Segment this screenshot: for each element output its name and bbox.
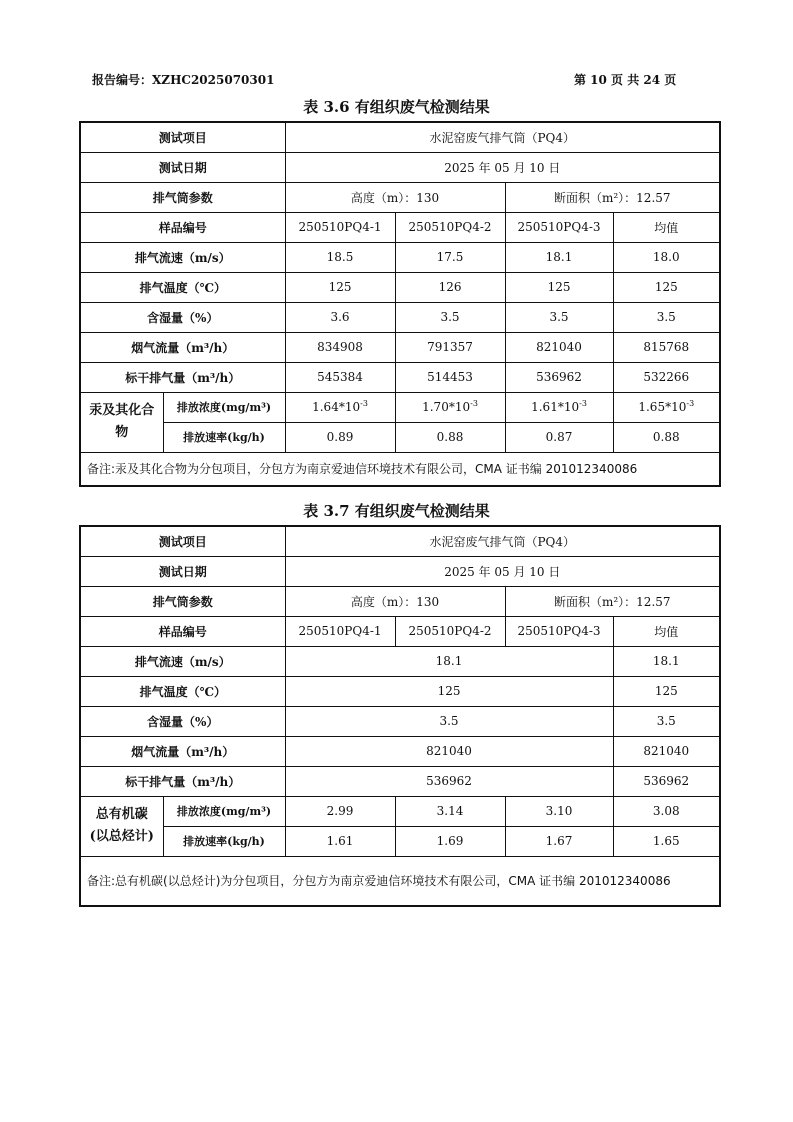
cell: 3.5 (613, 302, 720, 332)
cell: 3.08 (613, 796, 720, 826)
merged-cell: 3.5 (285, 706, 613, 736)
cell: 0.88 (395, 422, 505, 452)
row-label: 排气温度（℃） (80, 272, 285, 302)
sample-id: 250510PQ4-3 (505, 212, 613, 242)
table-row (80, 362, 720, 392)
concentration-label: 排放浓度(mg/m³) (163, 796, 285, 826)
cell: 3.14 (395, 796, 505, 826)
merged-cell: 536962 (285, 766, 613, 796)
table-3-7-title: 表 3.7 有组织废气检测结果 (303, 502, 490, 520)
cell: 545384 (285, 362, 395, 392)
cell: 1.65 (613, 826, 720, 856)
cell: 18.5 (285, 242, 395, 272)
sample-id: 250510PQ4-3 (505, 616, 613, 646)
project-label: 测试项目 (80, 526, 285, 556)
table-row (80, 736, 720, 766)
project-value: 水泥窑废气排气筒（PQ4） (285, 526, 720, 556)
table-row (80, 766, 720, 796)
row-label: 排气流速（m/s） (80, 242, 285, 272)
table-row (80, 422, 720, 452)
cell: $1.65*10^{-3}$ (613, 392, 720, 422)
cell: 2.99 (285, 796, 395, 826)
stack-area: 断面积（m²）：12.57 (505, 586, 720, 616)
table-row (80, 796, 720, 826)
cell: $1.64*10^{-3}$ (285, 392, 395, 422)
cell: 1.69 (395, 826, 505, 856)
table-row (80, 392, 720, 422)
cell: 125 (285, 272, 395, 302)
cell: 3.5 (613, 706, 720, 736)
cell: 18.1 (613, 646, 720, 676)
table-row (80, 826, 720, 856)
row-label: 标干排气量（m³/h） (80, 766, 285, 796)
sample-mean-header: 均值 (613, 212, 720, 242)
cell: 3.6 (285, 302, 395, 332)
cell: 17.5 (395, 242, 505, 272)
date-label: 测试日期 (80, 556, 285, 586)
merged-cell: 125 (285, 676, 613, 706)
cell: 0.89 (285, 422, 395, 452)
cell: 125 (613, 272, 720, 302)
table-row (80, 242, 720, 272)
sample-mean-header: 均值 (613, 616, 720, 646)
row-label: 含湿量（%） (80, 706, 285, 736)
rate-label: 排放速率(kg/h) (163, 422, 285, 452)
merged-cell: 821040 (285, 736, 613, 766)
sample-label: 样品编号 (80, 616, 285, 646)
page-number: 第 10 页 共 24 页 (574, 73, 677, 87)
cell: 791357 (395, 332, 505, 362)
project-label: 测试项目 (80, 122, 285, 152)
row-label: 排气流速（m/s） (80, 646, 285, 676)
concentration-label: 排放浓度(mg/m³) (163, 392, 285, 422)
sample-id: 250510PQ4-1 (285, 616, 395, 646)
row-label: 标干排气量（m³/h） (80, 362, 285, 392)
cell: 821040 (613, 736, 720, 766)
sample-label: 样品编号 (80, 212, 285, 242)
table-row (80, 332, 720, 362)
report-number: 报告编号：XZHC2025070301 (92, 73, 275, 87)
row-label: 含湿量（%） (80, 302, 285, 332)
sample-id: 250510PQ4-2 (395, 212, 505, 242)
table-row (80, 676, 720, 706)
pollutant-label: 总有机碳 (以总烃计) (80, 796, 163, 856)
table-3-6-title: 表 3.6 有组织废气检测结果 (303, 98, 490, 116)
cell: 18.1 (505, 242, 613, 272)
cell: 3.5 (395, 302, 505, 332)
sample-id: 250510PQ4-1 (285, 212, 395, 242)
row-label: 排气温度（℃） (80, 676, 285, 706)
rate-label: 排放速率(kg/h) (163, 826, 285, 856)
cell: 815768 (613, 332, 720, 362)
date-label: 测试日期 (80, 152, 285, 182)
cell: 125 (613, 676, 720, 706)
table-row (80, 302, 720, 332)
cell: 0.87 (505, 422, 613, 452)
cell: 0.88 (613, 422, 720, 452)
table-3-6 (79, 121, 721, 487)
cell: $1.61*10^{-3}$ (505, 392, 613, 422)
table-row (80, 706, 720, 736)
cell: 821040 (505, 332, 613, 362)
pollutant-label: 汞及其化合物 (80, 392, 163, 452)
row-label: 烟气流量（m³/h） (80, 332, 285, 362)
table-3-7 (79, 525, 721, 907)
cell: 125 (505, 272, 613, 302)
table-note: 备注:汞及其化合物为分包项目，分包方为南京爱迪信环境技术有限公司，CMA 证书编 201012340086 (80, 452, 720, 486)
date-value: 2025 年 05 月 10 日 (285, 152, 720, 182)
stack-area: 断面积（m²）：12.57 (505, 182, 720, 212)
date-value: 2025 年 05 月 10 日 (285, 556, 720, 586)
row-label: 烟气流量（m³/h） (80, 736, 285, 766)
merged-cell: 18.1 (285, 646, 613, 676)
stack-label: 排气筒参数 (80, 586, 285, 616)
stack-height: 高度（m）：130 (285, 182, 505, 212)
table-row (80, 272, 720, 302)
cell: 536962 (613, 766, 720, 796)
stack-label: 排气筒参数 (80, 182, 285, 212)
project-value: 水泥窑废气排气筒（PQ4） (285, 122, 720, 152)
stack-height: 高度（m）：130 (285, 586, 505, 616)
cell: 3.5 (505, 302, 613, 332)
table-note: 备注:总有机碳(以总烃计)为分包项目，分包方为南京爱迪信环境技术有限公司，CMA 证书编 201012340086 (80, 856, 720, 906)
cell: 126 (395, 272, 505, 302)
cell: 1.61 (285, 826, 395, 856)
cell: $1.70*10^{-3}$ (395, 392, 505, 422)
table-row (80, 646, 720, 676)
cell: 3.10 (505, 796, 613, 826)
cell: 536962 (505, 362, 613, 392)
cell: 834908 (285, 332, 395, 362)
sample-id: 250510PQ4-2 (395, 616, 505, 646)
cell: 1.67 (505, 826, 613, 856)
cell: 18.0 (613, 242, 720, 272)
cell: 514453 (395, 362, 505, 392)
cell: 532266 (613, 362, 720, 392)
